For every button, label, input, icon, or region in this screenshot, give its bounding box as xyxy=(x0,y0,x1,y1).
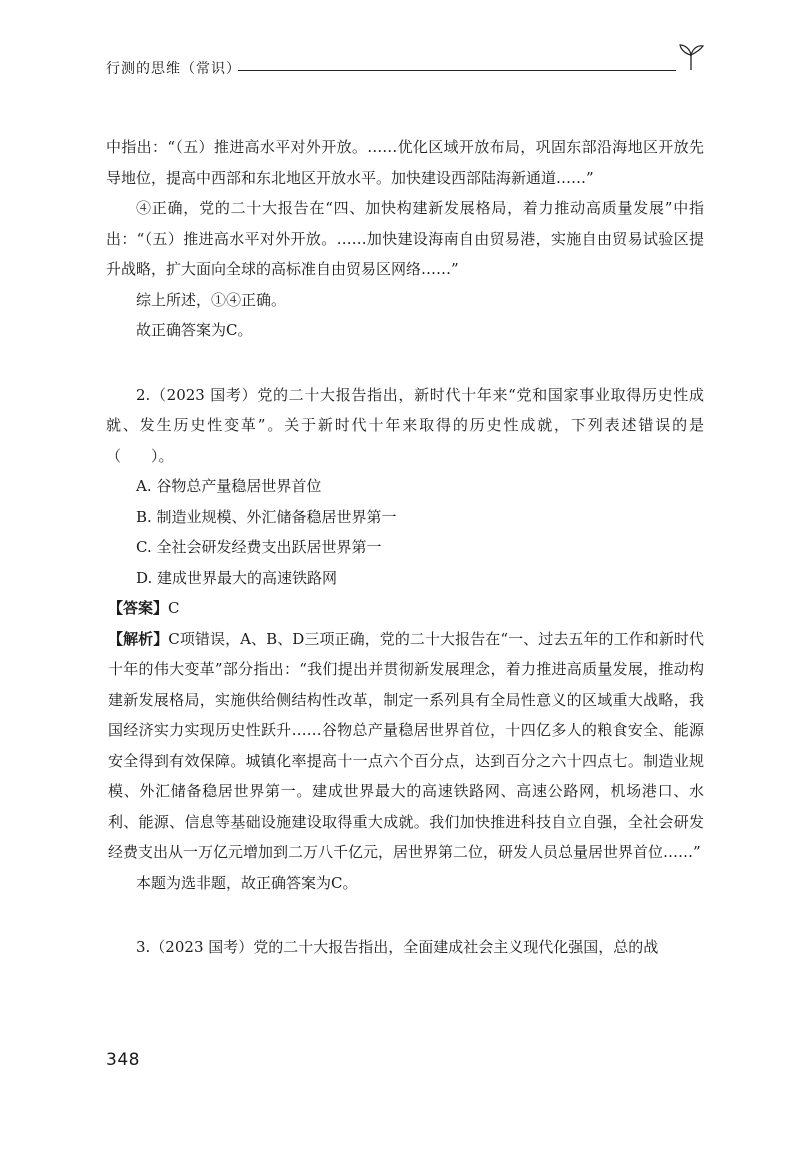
analysis-paragraph xyxy=(106,624,704,868)
analysis-text: C项错误，A、B、D三项正确，党的二十大报告在“一、过去五年的工作和新时代十年的伟大变革”部分指出：“我们提出并贯彻新发展理念，着力推进高质量发展，推动构建新发展格局，实施供给侧结构性改革，制定一系列具有全局性意义的区域重大战略，我国经济实力实现历史性跃升……谷物总产量稳居世界首位，十四亿多人的粮食安全、能源安全得到有效保障。城镇化率提高十一点六个百分点，达到百分之六十四点七。制造业规模、外汇储备稳居世界第一。建成世界最大的高速铁路网、高速公路网，机场港口、水利、能源、信息等基础设施建设取得重大成就。我们加快推进科技自立自强，全社会研发经费支出从一万亿元增加到二万八千亿元，居世界第二位，研发人员总量居世界首位……” xyxy=(108,629,704,861)
header-title: 行测的思维（常识） xyxy=(106,61,241,77)
option-c: C. 全社会研发经费支出跃居世界第一 xyxy=(136,538,382,556)
section-gap xyxy=(106,898,704,932)
option-b: B. 制造业规模、外汇储备稳居世界第一 xyxy=(136,507,397,526)
answer-value: C xyxy=(168,599,180,617)
section-gap xyxy=(106,346,704,380)
conclusion: 本题为选非题，故正确答案为C。 xyxy=(136,873,358,892)
running-header xyxy=(106,56,706,80)
paragraph: ④正确，党的二十大报告在“四、加快构建新发展格局，着力推动高质量发展”中指出：“（五）推进高水平对外开放。……加快建设海南自由贸易港，实施自由贸易试验区提升战略，扩大面向全球的高标准自由贸易区网络……” xyxy=(106,199,704,278)
answer-tag: 【答案】 xyxy=(108,599,169,617)
page-body xyxy=(106,132,704,963)
option-a: A. 谷物总产量稳居世界首位 xyxy=(136,477,322,495)
sprout-icon xyxy=(676,42,706,72)
paragraph: 故正确答案为C。 xyxy=(136,321,253,339)
header-rule xyxy=(238,70,676,71)
paragraph: 中指出：“（五）推进高水平对外开放。……优化区域开放布局，巩固东部沿海地区开放先导地位，提高中西部和东北地区开放水平。加快建设西部陆海新通道……” xyxy=(106,138,704,187)
option-d: D. 建成世界最大的高速铁路网 xyxy=(136,568,338,587)
paragraph: 综上所述，①④正确。 xyxy=(136,290,287,309)
analysis-tag: 【解析】 xyxy=(108,629,169,648)
page-number: 348 xyxy=(106,1050,140,1070)
question-stem: 3.（2023 国考）党的二十大报告指出，全面建成社会主义现代化强国，总的战 xyxy=(136,938,659,956)
question-stem: 2.（2023 国考）党的二十大报告指出，新时代十年来“党和国家事业取得历史性成就、发生历史性变革”。关于新时代十年来取得的历史性成就，下列表述错误的是（ ）。 xyxy=(106,385,704,465)
answer-line xyxy=(106,593,704,624)
